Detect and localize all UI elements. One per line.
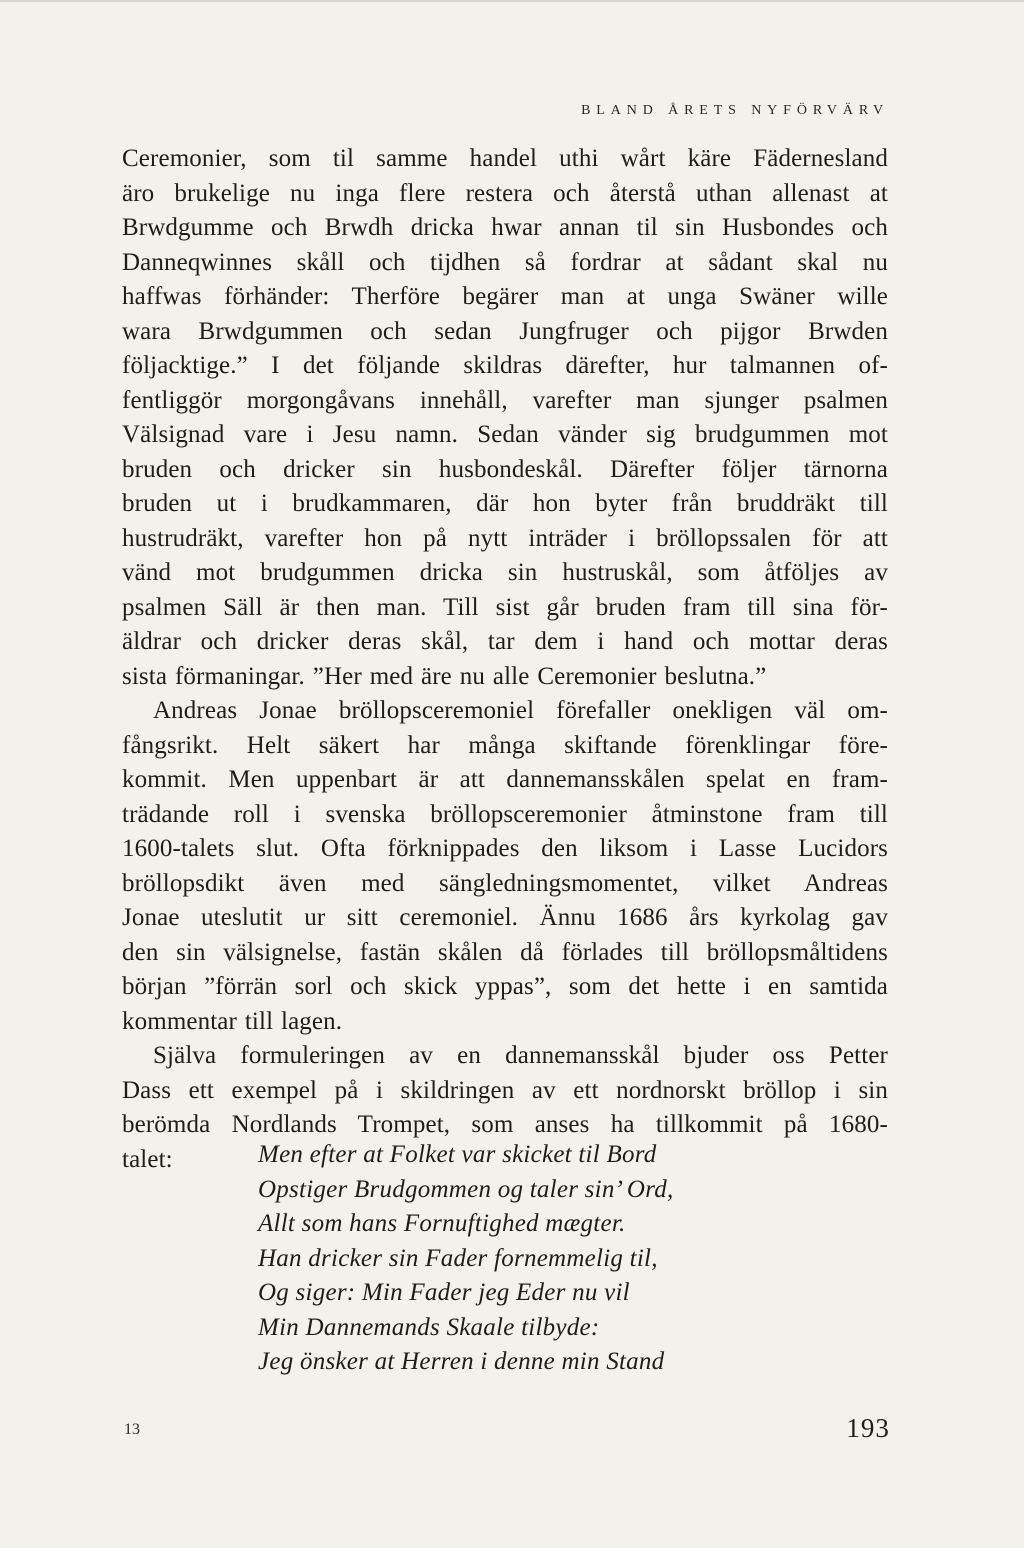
text-line: början ”förrän sorl och skick yppas”, som det hette i en samtida <box>122 973 888 1000</box>
text-line: kommentar till lagen. <box>122 1007 343 1035</box>
text-line: Brwdgumme och Brwdh dricka hwar annan til sin Husbondes och <box>122 214 888 241</box>
poem-line: Min Dannemands Skaale tilbyde: <box>258 1313 600 1341</box>
text-line: kommit. Men uppenbart är att dannemansskålen spelat en fram- <box>122 766 888 793</box>
text-line: vänd mot brudgummen dricka sin hustruskål, som åtföljes av <box>122 559 888 586</box>
paragraph-2 <box>122 694 888 1039</box>
poem-line: Han dricker sin Fader fornemmelig til, <box>258 1244 658 1272</box>
text-line: fångsrikt. Helt säkert har många skiftande förenklingar före- <box>122 731 888 759</box>
text-line: wara Brwdgummen och sedan Jungfruger och pijgor Brwden <box>122 317 888 345</box>
text-line: fentliggör morgongåvans innehåll, varefter man sjunger psalmen <box>122 386 888 414</box>
text-line: äldrar och dricker deras skål, tar dem i hand och mottar deras <box>122 628 888 655</box>
poem-line: Allt som hans Fornuftighed mægter. <box>258 1210 626 1237</box>
poem-line: Jeg önsker at Herren i denne min Stand <box>258 1348 665 1375</box>
running-head: BLAND ÅRETS NYFÖRVÄRV <box>581 103 889 118</box>
text-line: följacktige.” I det följande skildras därefter, hur talmannen of- <box>122 352 888 379</box>
text-line: Andreas Jonae bröllopsceremoniel förefaller onekligen väl om- <box>153 697 888 724</box>
text-line: 1600-talets slut. Ofta förknippades den liksom i Lasse Lucidors <box>122 835 888 862</box>
poem-line: Men efter at Folket var skicket til Bord <box>258 1141 657 1168</box>
text-line: talet: <box>122 1145 173 1173</box>
text-line: bruden ut i brudkammaren, där hon byter från bruddräkt till <box>122 490 888 517</box>
signature-mark: 13 <box>124 1421 140 1438</box>
text-line: Jonae uteslutit ur sitt ceremoniel. Ännu 1686 års kyrkolag gav <box>122 904 888 931</box>
body-text <box>122 142 888 1177</box>
text-line: berömda Nordlands Trompet, som anses ha tillkommit på 1680- <box>122 1111 888 1138</box>
text-line: Ceremonier, som til samme handel uthi wårt käre Fädernesland <box>122 145 888 172</box>
page-number: 193 <box>846 1413 890 1443</box>
text-line: Själva formuleringen av en dannemansskål bjuder oss Petter <box>153 1042 888 1069</box>
text-line: sista förmaningar. ”Her med äre nu alle Ceremonier beslutna.” <box>122 662 767 690</box>
text-line: bruden och dricker sin husbondeskål. Därefter följer tärnorna <box>122 455 888 483</box>
text-line: Välsignad vare i Jesu namn. Sedan vänder sig brudgummen mot <box>122 421 888 448</box>
text-line: äro brukelige nu inga flere restera och återstå uthan allenast at <box>122 179 888 207</box>
paragraph-1 <box>122 142 888 694</box>
text-line: trädande roll i svenska bröllopsceremonier åtminstone fram till <box>122 800 888 828</box>
text-line: Dass ett exempel på i skildringen av ett nordnorskt bröllop i sin <box>122 1076 888 1104</box>
text-line: Danneqwinnes skåll och tijdhen så fordrar at sådant skal nu <box>122 248 888 276</box>
text-line: psalmen Säll är then man. Till sist går bruden fram till sina för- <box>122 593 888 621</box>
poem-quotation <box>258 1138 674 1380</box>
text-line: bröllopsdikt även med sängledningsmomentet, vilket Andreas <box>122 869 888 897</box>
text-line: den sin välsignelse, fastän skålen då förlades till bröllopsmåltidens <box>122 938 888 966</box>
text-line: hustrudräkt, varefter hon på nytt inträder i bröllopssalen för att <box>122 524 888 552</box>
text-line: haffwas förhänder: Therföre begärer man at unga Swäner wille <box>122 283 888 310</box>
poem-line: Opstiger Brudgommen og taler sin’ Ord, <box>258 1175 674 1203</box>
poem-line: Og siger: Min Fader jeg Eder nu vil <box>258 1279 630 1306</box>
